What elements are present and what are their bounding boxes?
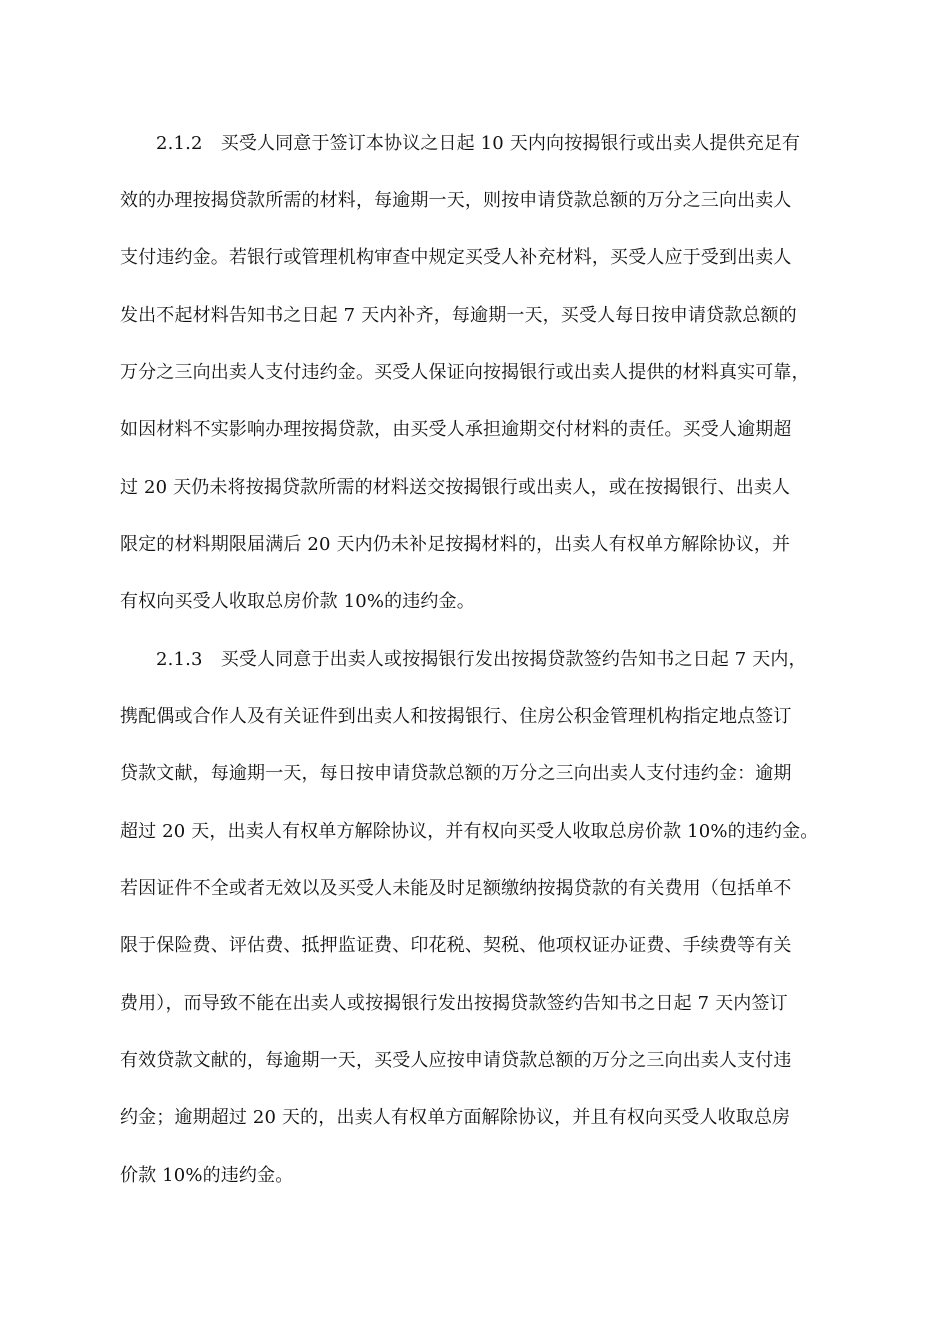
clause-2-1-3-line-10: 价款 10%的违约金。 (120, 1165, 294, 1186)
clause-2-1-3-line-1: 2.1.3 买受人同意于出卖人或按揭银行发出按揭贷款签约告知书之日起 7 天内， (156, 649, 807, 670)
clause-2-1-3-line-7: 费用），而导致不能在出卖人或按揭银行发出按揭贷款签约告知书之日起 7 天内签订 (120, 993, 788, 1014)
clause-2-1-2-line-9: 有权向买受人收取总房价款 10%的违约金。 (120, 591, 475, 612)
clause-2-1-2-line-7: 过 20 天仍未将按揭贷款所需的材料送交按揭银行或出卖人，或在按揭银行、出卖人 (120, 477, 791, 498)
clause-2-1-2-line-3: 支付违约金。若银行或管理机构审查中规定买受人补充材料，买受人应于受到出卖人 (120, 247, 792, 268)
clause-2-1-2-line-4: 发出不起材料告知书之日起 7 天内补齐，每逾期一天，买受人每日按申请贷款总额的 (120, 305, 797, 326)
clause-2-1-2-line-1: 2.1.2 买受人同意于签订本协议之日起 10 天内向按揭银行或出卖人提供充足有 (156, 133, 801, 154)
clause-2-1-3-line-6: 限于保险费、评估费、抵押监证费、印花税、契税、他项权证办证费、手续费等有关 (120, 935, 792, 956)
clause-2-1-2-line-2: 效的办理按揭贷款所需的材料，每逾期一天，则按申请贷款总额的万分之三向出卖人 (120, 190, 792, 211)
clause-2-1-2-line-8: 限定的材料期限届满后 20 天内仍未补足按揭材料的，出卖人有权单方解除协议，并 (120, 534, 791, 555)
clause-2-1-3-line-4: 超过 20 天，出卖人有权单方解除协议，并有权向买受人收取总房价款 10%的违约金。 (120, 821, 819, 842)
clause-2-1-3-line-3: 贷款文献，每逾期一天，每日按申请贷款总额的万分之三向出卖人支付违约金：逾期 (120, 763, 792, 784)
clause-2-1-2-line-6: 如因材料不实影响办理按揭贷款，由买受人承担逾期交付材料的责任。买受人逾期超 (120, 419, 792, 440)
clause-2-1-3-line-2: 携配偶或合作人及有关证件到出卖人和按揭银行、住房公积金管理机构指定地点签订 (120, 706, 792, 727)
clause-2-1-2-line-5: 万分之三向出卖人支付违约金。买受人保证向按揭银行或出卖人提供的材料真实可靠， (120, 362, 810, 383)
clause-2-1-3-line-9: 约金；逾期超过 20 天的，出卖人有权单方面解除协议，并且有权向买受人收取总房 (120, 1107, 791, 1128)
clause-2-1-3-line-5: 若因证件不全或者无效以及买受人未能及时足额缴纳按揭贷款的有关费用（包括单不 (120, 878, 792, 899)
clause-2-1-3-line-8: 有效贷款文献的，每逾期一天，买受人应按申请贷款总额的万分之三向出卖人支付违 (120, 1050, 792, 1071)
